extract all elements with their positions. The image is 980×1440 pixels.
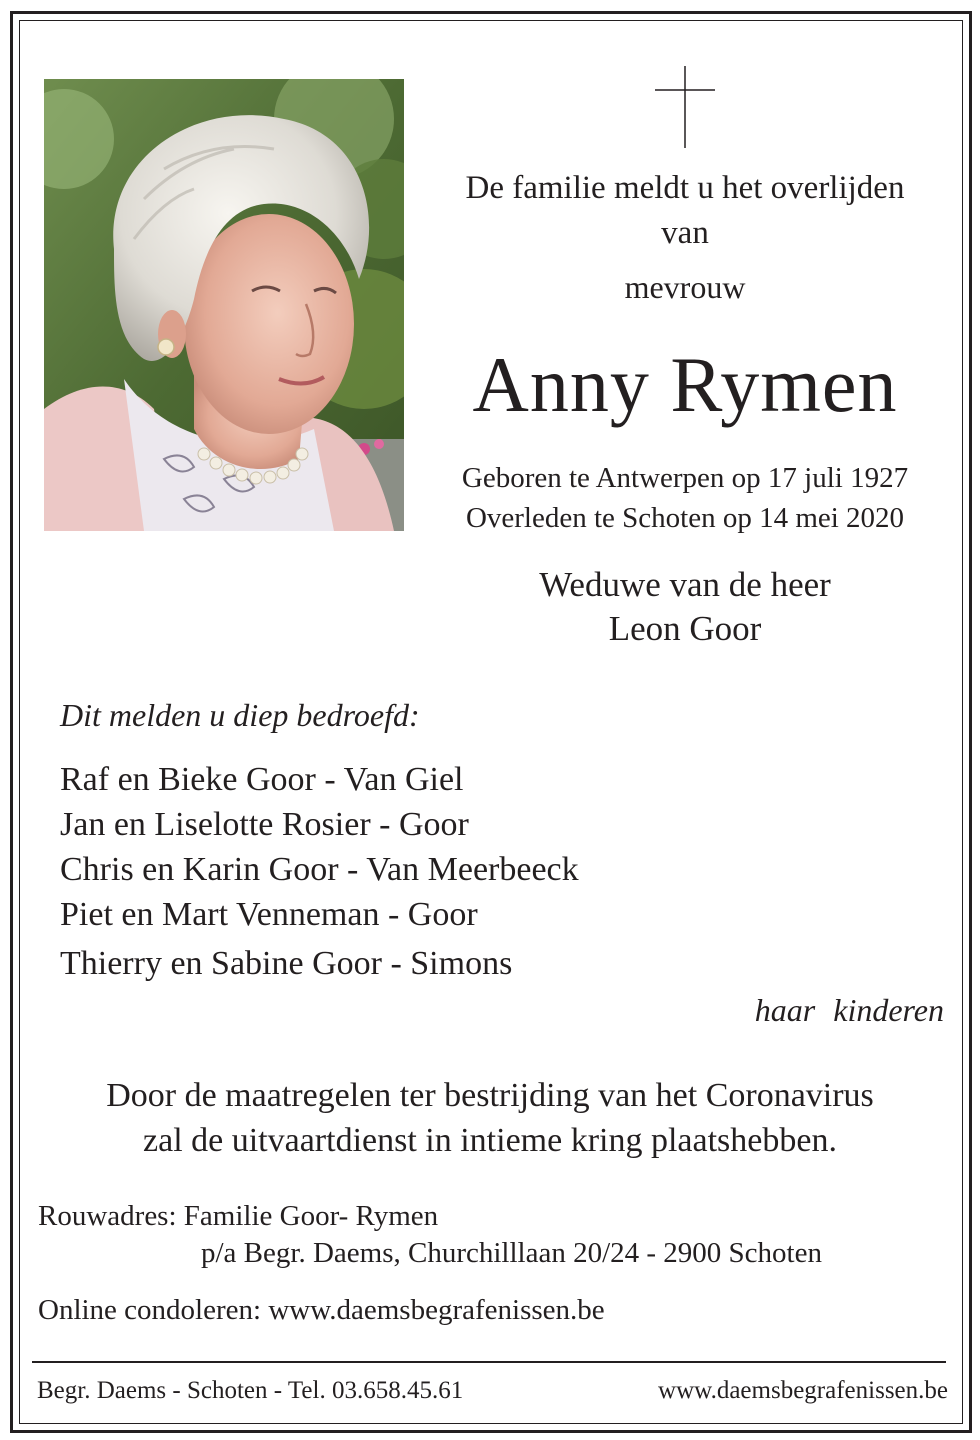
address-line1: Familie Goor- Rymen bbox=[183, 1200, 439, 1232]
birth-line: Geboren te Antwerpen op 17 juli 1927 bbox=[461, 462, 909, 494]
widow-line2: Leon Goor bbox=[608, 609, 762, 648]
children-list bbox=[60, 757, 579, 986]
announcement-line1: De familie meldt u het overlijden bbox=[465, 170, 905, 206]
birth-death-dates bbox=[415, 458, 955, 538]
cross-icon bbox=[655, 66, 715, 148]
mourning-address bbox=[38, 1198, 822, 1272]
children-role: haar kinderen bbox=[754, 992, 944, 1028]
list-item: Piet en Mart Venneman - Goor bbox=[60, 896, 478, 933]
notice-line1: Door de maatregelen ter bestrijding van het Coronavirus bbox=[106, 1077, 874, 1114]
footer-website: www.daemsbegrafenissen.be bbox=[658, 1377, 948, 1404]
announcement-line2: van bbox=[661, 215, 709, 251]
mourners-intro: Dit melden u diep bedroefd: bbox=[60, 697, 420, 733]
footer-divider bbox=[32, 1361, 946, 1363]
notice-line2: zal de uitvaartdienst in intieme kring plaatshebben. bbox=[143, 1122, 837, 1159]
list-item: Jan en Liselotte Rosier - Goor bbox=[60, 806, 469, 843]
list-item: Chris en Karin Goor - Van Meerbeeck bbox=[60, 851, 579, 888]
portrait-photo bbox=[44, 79, 404, 531]
announcement bbox=[430, 166, 940, 256]
list-item: Raf en Bieke Goor - Van Giel bbox=[60, 761, 464, 798]
online-condolences: Online condoleren: www.daemsbegrafenissen.be bbox=[38, 1294, 605, 1326]
list-item: Thierry en Sabine Goor - Simons bbox=[60, 945, 513, 982]
widow-line1: Weduwe van de heer bbox=[539, 565, 831, 604]
covid-notice bbox=[30, 1073, 950, 1163]
address-label: Rouwadres: bbox=[38, 1200, 177, 1232]
footer-contact: Begr. Daems - Schoten - Tel. 03.658.45.61 bbox=[37, 1377, 464, 1404]
address-line2: p/a Begr. Daems, Churchilllaan 20/24 - 2900 Schoten bbox=[201, 1237, 822, 1269]
deceased-name: Anny Rymen bbox=[472, 341, 898, 428]
death-line: Overleden te Schoten op 14 mei 2020 bbox=[465, 502, 905, 534]
widow-of bbox=[410, 563, 960, 651]
title-mevrouw: mevrouw bbox=[624, 269, 746, 305]
